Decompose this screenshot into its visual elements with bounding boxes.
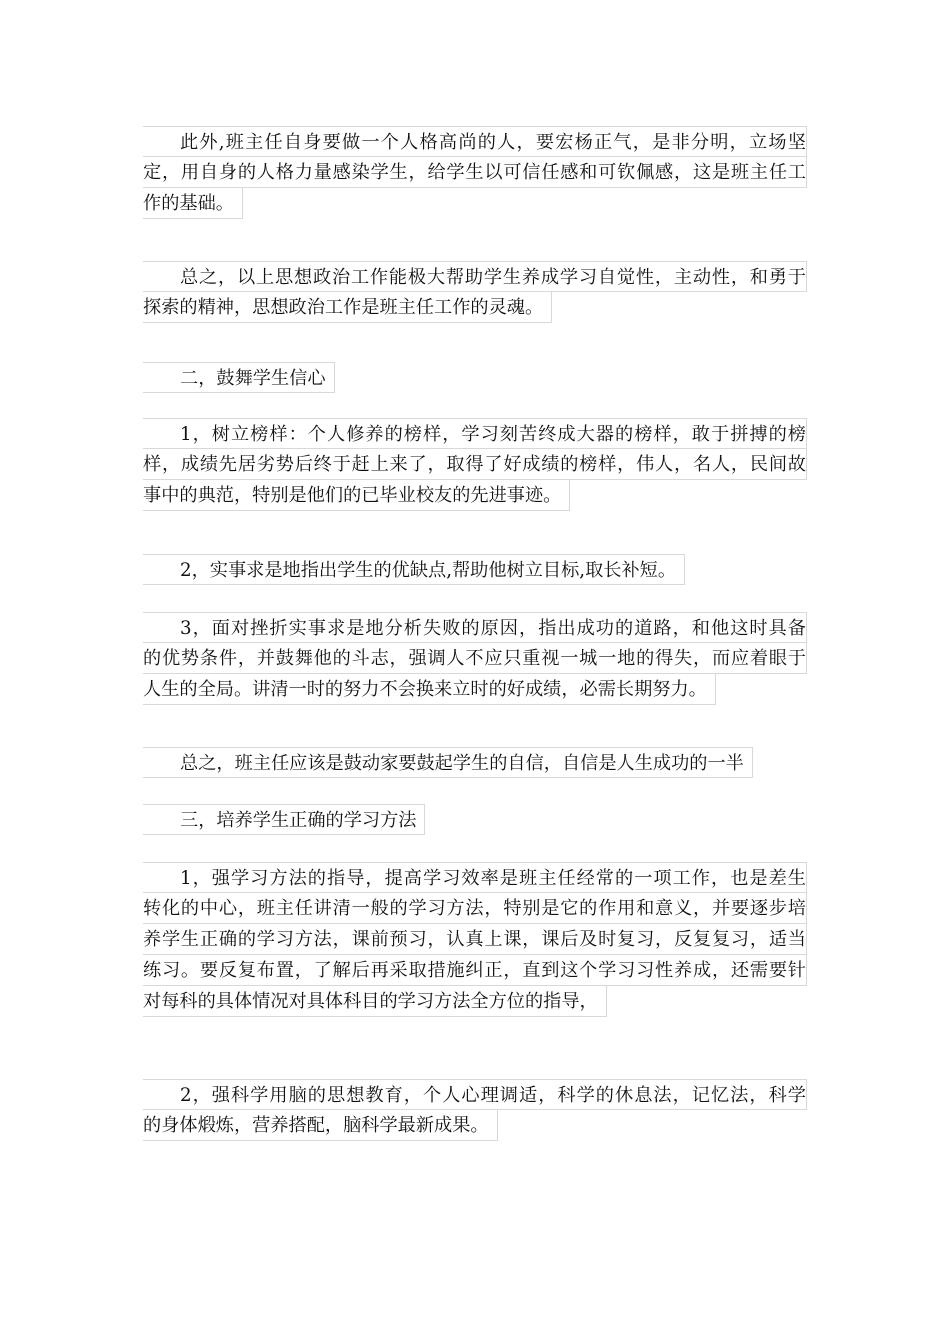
paragraph-study-method-guidance bbox=[143, 862, 807, 1017]
paragraph-line: 1，强学习方法的指导，提高学习效率是班主任经常的一项工作，也是差生 bbox=[143, 862, 807, 893]
paragraph-confidence-summary bbox=[143, 747, 807, 778]
paragraph-line: 事中的典范，特别是他们的已毕业校友的先进事迹。 bbox=[143, 480, 570, 511]
paragraph-line: 2，强科学用脑的思想教育，个人心理调适，科学的休息法，记忆法，科学 bbox=[143, 1079, 807, 1110]
paragraph-line: 2，实事求是地指出学生的优缺点,帮助他树立目标,取长补短。 bbox=[143, 554, 685, 585]
paragraph-line: 转化的中心，班主任讲清一般的学习方法，特别是它的作用和意义，并要逐步培 bbox=[143, 893, 807, 924]
paragraph-class-teacher-character bbox=[143, 126, 807, 219]
paragraph-line: 练习。要反复布置，了解后再采取措施纠正，直到这个学习习性养成，还需要针 bbox=[143, 955, 807, 986]
section-heading: 二，鼓舞学生信心 bbox=[143, 362, 335, 393]
paragraph-line: 总之，以上思想政治工作能极大帮助学生养成学习自觉性，主动性，和勇于 bbox=[143, 261, 807, 292]
paragraph-line: 此外,班主任自身要做一个人格高尚的人，要宏杨正气，是非分明，立场坚 bbox=[143, 126, 807, 157]
paragraph-line: 1，树立榜样：个人修养的榜样，学习刻苦终成大器的榜样，敢于拼搏的榜 bbox=[143, 418, 807, 449]
paragraph-line: 对每科的具体情况对具体科目的学习方法全方位的指导， bbox=[143, 986, 607, 1017]
paragraph-role-models bbox=[143, 418, 807, 511]
paragraph-line: 3，面对挫折实事求是地分析失败的原因，指出成功的道路，和他这时具备 bbox=[143, 612, 807, 643]
paragraph-facing-setbacks bbox=[143, 612, 807, 705]
paragraph-line: 探索的精神，思想政治工作是班主任工作的灵魂。 bbox=[143, 292, 552, 323]
paragraph-line: 样，成绩先居劣势后终于赶上来了，取得了好成绩的榜样，伟人，名人，民间故 bbox=[143, 449, 807, 480]
section-heading: 三，培养学生正确的学习方法 bbox=[143, 804, 425, 835]
section-heading-encourage-confidence bbox=[143, 362, 807, 393]
paragraph-line: 总之，班主任应该是鼓动家要鼓起学生的自信，自信是人生成功的一半 bbox=[143, 747, 753, 778]
paragraph-line: 的优势条件，并鼓舞他的斗志，强调人不应只重视一城一地的得失，而应着眼于 bbox=[143, 643, 807, 674]
paragraph-line: 作的基础。 bbox=[143, 188, 243, 219]
paragraph-line: 养学生正确的学习方法，课前预习，认真上课，课后及时复习，反复复习，适当 bbox=[143, 924, 807, 955]
paragraph-line: 定，用自身的人格力量感染学生，给学生以可信任感和可钦佩感，这是班主任工 bbox=[143, 157, 807, 188]
paragraph-line: 的身体煅炼，营养搭配，脑科学最新成果。 bbox=[143, 1110, 498, 1141]
paragraph-line: 人生的全局。讲清一时的努力不会换来立时的好成绩，必需长期努力。 bbox=[143, 674, 716, 705]
section-heading-study-methods bbox=[143, 804, 807, 835]
paragraph-political-work-summary bbox=[143, 261, 807, 323]
paragraph-strengths-weaknesses bbox=[143, 554, 807, 585]
paragraph-scientific-brain-use bbox=[143, 1079, 807, 1141]
